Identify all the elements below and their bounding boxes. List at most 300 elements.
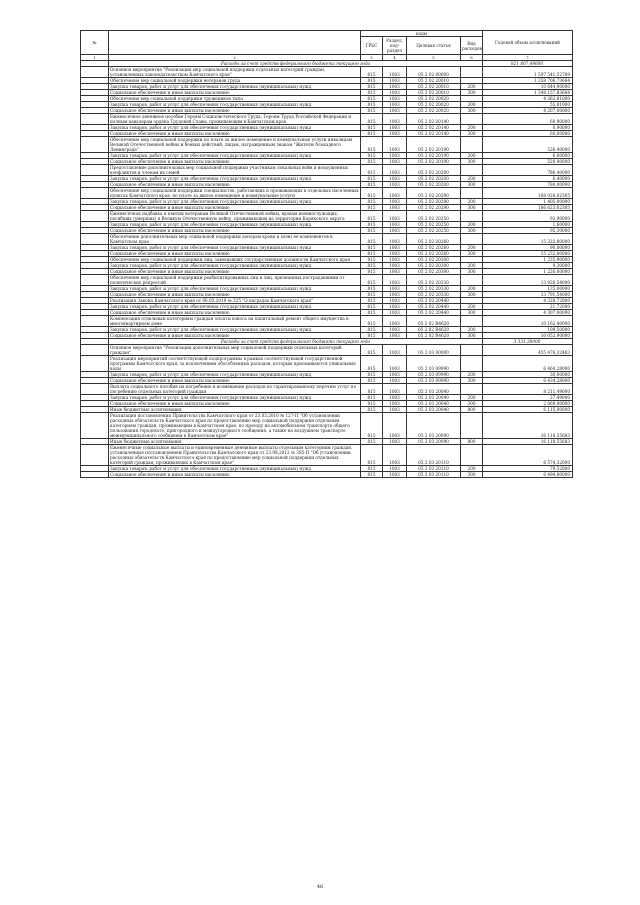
cell-name: Закупка товаров, работ и услуг для обеспечения государственных (муниципальных) нужд (109, 102, 361, 108)
cell-cs: 05 2 02 20290 (407, 188, 461, 199)
cell-vr: 200 (461, 102, 483, 108)
cell-cs: 05 2 02 20300 (407, 269, 461, 275)
cell-razdel: 1003 (383, 384, 407, 395)
cell-sum: 786,40000 (483, 165, 573, 176)
cell-razdel: 1003 (383, 222, 407, 228)
cell-name: Социальное обеспечение и иные выплаты населению (109, 333, 361, 339)
cell-name: Социальное обеспечение и иные выплаты населению (109, 108, 361, 114)
cell-cs: 05 2 02 R4620 (407, 333, 461, 339)
cell-cs: 05 2 02 20250 (407, 211, 461, 222)
cell-cs: 05 2 03 20040 (407, 384, 461, 395)
cell-name: Социальное обеспечение и иные выплаты населению (109, 251, 361, 257)
cell-vr: 200 (461, 304, 483, 310)
cell-name: Закупка товаров, работ и услуг для обеспечения государственных (муниципальных) нужд (109, 176, 361, 182)
cell-cs: 05 2 02 20250 (407, 228, 461, 234)
cell-sum: 186 623,02305 (483, 205, 573, 211)
cell-cs: 05 2 02 R4620 (407, 327, 461, 333)
cell-grbs: 815 (361, 96, 383, 102)
cell-razdel: 1003 (383, 234, 407, 245)
cell-no (81, 445, 109, 466)
cell-sum: 821 807,49600 (483, 61, 573, 67)
cell-sum: 6 494,80000 (483, 472, 573, 478)
cell-razdel: 1003 (383, 345, 407, 356)
cell-vr: 300 (461, 401, 483, 407)
cell-cs: 05 2 02 20200 (407, 182, 461, 188)
cell-sum: 16 118,55683 (483, 439, 573, 445)
cell-grbs: 815 (361, 395, 383, 401)
cell-name: Реализация мероприятий соответствующей подпрограммы в рамках соответствующей государственной программы Камчатского края, за исключением обособленных расходов, которым присваиваются уникальные коды (109, 356, 361, 372)
cell-name: Социальное обеспечение и иные выплаты населению (109, 228, 361, 234)
cell-name: Социальное обеспечение и иные выплаты населению (109, 269, 361, 275)
cell-name: Закупка товаров, работ и услуг для обеспечения государственных (муниципальных) нужд (109, 199, 361, 205)
cell-name: Социальное обеспечение и иные выплаты населению (109, 205, 361, 211)
cell-sum: 21,72000 (483, 304, 573, 310)
cell-razdel: 1003 (383, 114, 407, 125)
cell-razdel: 1003 (383, 310, 407, 316)
cell-sum: 1 405,00000 (483, 199, 573, 205)
cell-vr: 200 (461, 199, 483, 205)
cell-no (81, 234, 109, 245)
cell-name: Обеспечение мер социальной поддержки лиц, замещавших государственные должности Камчатского края (109, 257, 361, 263)
cell-grbs: 815 (361, 472, 383, 478)
cell-vr: 300 (461, 472, 483, 478)
cell-grbs: 815 (361, 286, 383, 292)
cell-name: Закупка товаров, работ и услуг для обеспечения государственных (муниципальных) нужд (109, 304, 361, 310)
cell-name: Социальное обеспечение и иные выплаты населению (109, 159, 361, 165)
cell-grbs: 815 (361, 401, 383, 407)
cell-vr (461, 445, 483, 466)
cell-cs: 05 2 02 20440 (407, 310, 461, 316)
cell-cs: 05 2 02 20440 (407, 298, 461, 304)
cell-sum: 93,90000 (483, 211, 573, 222)
cell-sum: 1 358 706,73684 (483, 78, 573, 84)
cell-grbs: 815 (361, 292, 383, 298)
cell-vr (461, 356, 483, 372)
cell-sum: 6 464,28000 (483, 356, 573, 372)
cell-vr: 300 (461, 108, 483, 114)
cell-sum: 6 434,28000 (483, 378, 573, 384)
cell-no (81, 316, 109, 327)
cell-cs: 05 2 02 20200 (407, 176, 461, 182)
cell-sum: 1 235,90000 (483, 257, 573, 263)
cell-vr: 300 (461, 159, 483, 165)
cell-vr: 300 (461, 310, 483, 316)
cell-cs: 05 2 03 09990 (407, 378, 461, 384)
cell-cs: 05 2 02 20260 (407, 234, 461, 245)
cell-razdel: 1003 (383, 102, 407, 108)
cell-name: Обеспечение мер социальной поддержки ветеранов труда (109, 78, 361, 84)
index-cell: 2 (109, 55, 361, 61)
cell-vr (461, 275, 483, 286)
cell-razdel: 1003 (383, 263, 407, 269)
cell-razdel: 1003 (383, 472, 407, 478)
cell-name: Социальное обеспечение и иные выплаты населению (109, 310, 361, 316)
cell-razdel: 1003 (383, 137, 407, 153)
cell-sum: 79,52000 (483, 466, 573, 472)
cell-vr (461, 384, 483, 395)
cell-razdel: 1003 (383, 84, 407, 90)
cell-vr: 200 (461, 245, 483, 251)
cell-razdel: 1003 (383, 286, 407, 292)
cell-name: Обеспечение дополнительных мер социальной поддержки донорам крови и (или) ее компонентов в Камчатском крае (109, 234, 361, 245)
cell-no (81, 114, 109, 125)
cell-vr: 800 (461, 407, 483, 413)
cell-name: Социальное обеспечение и иные выплаты населению (109, 90, 361, 96)
cell-grbs: 815 (361, 245, 383, 251)
cell-sum: 6,40000 (483, 176, 573, 182)
cell-sum: 15 322,80000 (483, 234, 573, 245)
cell-vr: 300 (461, 205, 483, 211)
cell-sum: 6 115,00000 (483, 407, 573, 413)
cell-cs: 05 2 02 20020 (407, 96, 461, 102)
cell-sum: 1 348 157,83684 (483, 90, 573, 96)
cell-sum: 4 307,00000 (483, 310, 573, 316)
cell-cs: 05 2 02 20290 (407, 205, 461, 211)
cell-no (81, 165, 109, 176)
cell-razdel: 1003 (383, 298, 407, 304)
cell-grbs: 815 (361, 228, 383, 234)
cell-grbs: 815 (361, 333, 383, 339)
cell-cs: 05 2 02 20010 (407, 84, 461, 90)
cell-cs: 05 2 03 20040 (407, 407, 461, 413)
cell-grbs: 815 (361, 407, 383, 413)
cell-name: Закупка товаров, работ и услуг для обеспечения государственных (муниципальных) нужд (109, 153, 361, 159)
cell-razdel: 1003 (383, 188, 407, 199)
cell-grbs: 815 (361, 159, 383, 165)
cell-grbs: 815 (361, 131, 383, 137)
cell-cs: 05 2 02 20330 (407, 292, 461, 298)
cell-vr (461, 188, 483, 199)
cell-name: Выплата социального пособия на погребение и возмещение расходов по гарантированному перечню услуг по погребению отдельных категорий граждан (109, 384, 361, 395)
cell-name: Закупка товаров, работ и услуг для обеспечения государственных (муниципальных) нужд (109, 395, 361, 401)
table-body (81, 61, 573, 478)
cell-razdel: 1003 (383, 439, 407, 445)
cell-razdel: 1003 (383, 228, 407, 234)
cell-grbs: 815 (361, 188, 383, 199)
cell-name: Обеспечение мер социальной поддержки реабилитированных лиц и лиц, признанных пострадавшими от политических репрессий (109, 275, 361, 286)
cell-cs: 05 2 02 20190 (407, 159, 461, 165)
cell-cs: 05 2 02 20440 (407, 304, 461, 310)
cell-name: Обеспечение мер социальной поддержки специалистов, работающих и проживающих в отдельных населенных пунктах Камчатского края, по плате за жилое помещение и коммунальные услуги (110, 188, 359, 198)
document-page (80, 30, 572, 478)
table-row (81, 137, 573, 153)
cell-sum: 10 052,90000 (483, 333, 573, 339)
cell-cs: 05 2 02 20260 (407, 245, 461, 251)
cell-vr: 200 (461, 327, 483, 333)
cell-vr: 200 (461, 466, 483, 472)
cell-cs: 05 2 02 20140 (407, 125, 461, 131)
cell-vr: 300 (461, 228, 483, 234)
cell-grbs: 815 (361, 67, 383, 78)
table-row (81, 234, 573, 245)
cell-vr (461, 67, 483, 78)
cell-sum: 188 028,02305 (483, 188, 573, 199)
cell-name: Реализация Закона Камчатского края от 06.05.2019 № 325 "О наградах Камчатского края" (109, 298, 361, 304)
cell-sum: 13 791,54000 (483, 292, 573, 298)
cell-grbs: 815 (361, 234, 383, 245)
cell-sum: 13 926,54000 (483, 275, 573, 286)
cell-grbs: 815 (361, 176, 383, 182)
cell-cs: 05 2 03 20110 (407, 472, 461, 478)
cell-razdel: 1003 (383, 269, 407, 275)
cell-razdel: 1003 (383, 413, 407, 439)
header-no: № (81, 31, 109, 55)
cell-cs: 05 2 02 20300 (407, 257, 461, 263)
cell-sum: 16 118,55683 (483, 413, 573, 439)
index-cell: 6 (461, 55, 483, 61)
cell-grbs: 815 (361, 199, 383, 205)
cell-name: Закупка товаров, работ и услуг для обеспечения государственных (муниципальных) нужд (109, 125, 361, 131)
cell-vr: 200 (461, 125, 483, 131)
cell-grbs: 815 (361, 90, 383, 96)
cell-vr: 300 (461, 292, 483, 298)
cell-sum: 0,90000 (483, 125, 573, 131)
cell-razdel: 1003 (383, 131, 407, 137)
cell-sum: 8 211,49000 (483, 384, 573, 395)
cell-razdel: 1003 (383, 304, 407, 310)
table-row (81, 188, 573, 199)
cell-sum: 90,00000 (483, 245, 573, 251)
cell-vr: 200 (461, 84, 483, 90)
cell-vr (461, 137, 483, 153)
cell-vr: 200 (461, 263, 483, 269)
cell-grbs: 815 (361, 356, 383, 372)
cell-grbs: 815 (361, 345, 383, 356)
cell-vr: 200 (461, 153, 483, 159)
cell-no (81, 472, 109, 478)
cell-sum: 4 262,81000 (483, 96, 573, 102)
cell-cs: 05 2 02 20250 (407, 222, 461, 228)
cell-cs: 05 2 02 20010 (407, 90, 461, 96)
cell-razdel: 1003 (383, 257, 407, 263)
cell-razdel: 1003 (383, 466, 407, 472)
cell-grbs: 815 (361, 269, 383, 275)
cell-grbs: 815 (361, 251, 383, 257)
section-title: Расходы за счет средств федерального бюджета текущего года (109, 61, 483, 67)
cell-cs: 05 2 02 20020 (407, 102, 461, 108)
cell-cs: 05 2 02 20200 (407, 165, 461, 176)
index-cell: 7 (483, 55, 573, 61)
cell-vr: 200 (461, 395, 483, 401)
cell-razdel: 1003 (383, 159, 407, 165)
cell-razdel: 1003 (383, 125, 407, 131)
cell-cs: 05 2 03 20040 (407, 395, 461, 401)
cell-name: Социальное обеспечение и иные выплаты населению (109, 401, 361, 407)
index-cell: 5 (407, 55, 461, 61)
table-row (81, 356, 573, 372)
cell-sum: 3 331,30000 (483, 339, 573, 345)
cell-vr: 300 (461, 131, 483, 137)
cell-name: Закупка товаров, работ и услуг для обеспечения государственных (муниципальных) нужд (109, 263, 361, 269)
table-row (81, 413, 573, 439)
table-row (81, 165, 573, 176)
cell-sum: 9,30000 (483, 263, 573, 269)
cell-sum: 109,50000 (483, 327, 573, 333)
index-cell: 3 (361, 55, 383, 61)
cell-razdel: 1003 (383, 211, 407, 222)
cell-vr: 300 (461, 90, 483, 96)
cell-sum: 15 232,80000 (483, 251, 573, 257)
cell-grbs: 815 (361, 153, 383, 159)
table-row (81, 472, 573, 478)
cell-cs: 05 2 02 20190 (407, 153, 461, 159)
cell-name: Иные бюджетные ассигнования (109, 439, 361, 445)
header-cs: Целевая статья (407, 37, 461, 55)
cell-name: Социальное обеспечение и иные выплаты населению (109, 292, 361, 298)
cell-cs: 05 2 03 00000 (407, 345, 461, 356)
index-cell: 4 (383, 55, 407, 61)
cell-name: Иные бюджетные ассигнования (109, 407, 361, 413)
cell-cs: 05 2 02 20330 (407, 286, 461, 292)
cell-no (81, 413, 109, 439)
cell-sum: 6 574,32000 (483, 445, 573, 466)
header-grbs: ГРБС (361, 37, 383, 55)
table-row (81, 445, 573, 466)
cell-vr (461, 345, 483, 356)
cell-sum: 55,81000 (483, 102, 573, 108)
cell-razdel: 1003 (383, 316, 407, 327)
cell-grbs: 815 (361, 327, 383, 333)
cell-vr: 200 (461, 372, 483, 378)
cell-sum: 6,00000 (483, 153, 573, 159)
cell-no (81, 356, 109, 372)
cell-name: Основное мероприятие "Реализация дополнительных мер социальной поддержки отдельных категорий граждан" (109, 345, 361, 356)
cell-cs: 05 2 02 R4620 (407, 316, 461, 327)
cell-name: Закупка товаров, работ и услуг для обеспечения государственных (муниципальных) нужд (109, 327, 361, 333)
cell-razdel: 1003 (383, 356, 407, 372)
cell-sum: 27,49000 (483, 395, 573, 401)
table-row (81, 211, 573, 222)
header-sum: Годовой объем ассигнований (483, 31, 573, 55)
cell-razdel: 1003 (383, 182, 407, 188)
cell-razdel: 1003 (383, 67, 407, 78)
header-vr: Вид расходов (461, 37, 483, 55)
header-razdel: Раздел, под-раздел (383, 37, 407, 55)
cell-razdel: 1003 (383, 327, 407, 333)
cell-vr (461, 316, 483, 327)
table-row (81, 345, 573, 356)
cell-cs: 05 2 02 00000 (407, 67, 461, 78)
cell-cs: 05 2 03 09990 (407, 356, 461, 372)
cell-sum: 780,00000 (483, 182, 573, 188)
cell-name: Закупка товаров, работ и услуг для обеспечения государственных (муниципальных) нужд (109, 84, 361, 90)
cell-razdel: 1003 (383, 292, 407, 298)
cell-razdel: 1003 (383, 378, 407, 384)
cell-sum: 1 597 541,52789 (483, 67, 573, 78)
cell-razdel: 1003 (383, 401, 407, 407)
cell-razdel: 1003 (383, 108, 407, 114)
section-title: Расходы за счет средств федерального бюджета текущего года (109, 339, 483, 345)
cell-name: Основное мероприятие "Реализация мер социальной поддержки отдельных категорий граждан, установленных законодательством Камчатского края" (109, 67, 361, 78)
cell-razdel: 1003 (383, 251, 407, 257)
cell-vr: 300 (461, 182, 483, 188)
cell-name: Предоставление дополнительных мер социальной поддержки участникам локальных войн и вооруженных конфликтов и членам их семей (109, 165, 361, 176)
cell-razdel: 1003 (383, 78, 407, 84)
cell-cs: 05 2 03 20110 (407, 445, 461, 466)
cell-grbs: 815 (361, 125, 383, 131)
header-codes: коды (361, 31, 483, 37)
cell-cs: 05 2 02 20140 (407, 114, 461, 125)
cell-grbs: 815 (361, 275, 383, 286)
cell-grbs: 815 (361, 298, 383, 304)
cell-grbs: 815 (361, 304, 383, 310)
cell-sum: 60,90000 (483, 114, 573, 125)
cell-grbs: 815 (361, 137, 383, 153)
cell-cs: 05 2 02 20010 (407, 78, 461, 84)
cell-vr: 300 (461, 378, 483, 384)
cell-grbs: 815 (361, 372, 383, 378)
cell-cs: 05 2 03 20090 (407, 413, 461, 439)
cell-razdel: 1003 (383, 333, 407, 339)
cell-grbs: 815 (361, 384, 383, 395)
cell-vr: 200 (461, 222, 483, 228)
cell-razdel: 1003 (383, 395, 407, 401)
cell-sum: 60,00000 (483, 131, 573, 137)
cell-name: Закупка товаров, работ и услуг для обеспечения государственных (муниципальных) нужд (109, 466, 361, 472)
cell-cs: 05 2 03 20110 (407, 466, 461, 472)
cell-sum: 520,40000 (483, 159, 573, 165)
cell-name: Ежемесячная надбавка к пенсии ветеранам Великой Отечественной войны, вдовам военнослужащих, погибших (умерших) в Великую Отечественную войну, проживающим на территории Корякского округа (109, 211, 361, 222)
cell-razdel: 1003 (383, 176, 407, 182)
cell-no (81, 211, 109, 222)
cell-grbs: 815 (361, 205, 383, 211)
cell-grbs: 815 (361, 310, 383, 316)
header-name (109, 31, 361, 55)
cell-vr (461, 413, 483, 439)
table-row (81, 114, 573, 125)
cell-razdel: 1003 (383, 275, 407, 286)
cell-vr: 800 (461, 439, 483, 445)
cell-no (81, 275, 109, 286)
cell-grbs: 815 (361, 445, 383, 466)
cell-grbs: 815 (361, 439, 383, 445)
cell-cs: 05 2 02 20290 (407, 199, 461, 205)
cell-name: Закупка товаров, работ и услуг для обеспечения государственных (муниципальных) нужд (109, 286, 361, 292)
cell-cs: 05 2 02 20260 (407, 251, 461, 257)
cell-name: Социальное обеспечение и иные выплаты населению (109, 378, 361, 384)
cell-name: Обеспечение мер социальной поддержки по плате за жилое помещение и коммунальные услуги инвалидам Великой Отечественной войны и боевых действий, лицам, награжденным знаком "Жителю блокадного Ленинграда" (109, 137, 361, 153)
cell-grbs: 815 (361, 165, 383, 176)
cell-cs: 05 2 02 20020 (407, 108, 461, 114)
cell-no (81, 67, 109, 78)
cell-vr: 300 (461, 251, 483, 257)
cell-sum: 4 207,00000 (483, 108, 573, 114)
cell-sum: 30,00000 (483, 372, 573, 378)
cell-sum: 4 328,72000 (483, 298, 573, 304)
cell-name: Реализация постановления Правительства Камчатского края от 23.03.2010 № 127-П "Об установлении расходных обязательств Камчатского края по предоставлению мер социальной поддержки отдельным категориям граждан, проживающим в Камчатском крае, по проезду на автомобильном транспорте общего пользования городского, пригородного и междугородного сообщения, а также на воздушном транспорте межмуниципального сообщения в Камчатском крае" (109, 413, 361, 439)
cell-name: Закупка товаров, работ и услуг для обеспечения государственных (муниципальных) нужд (109, 222, 361, 228)
cell-grbs: 815 (361, 78, 383, 84)
index-cell: 1 (81, 55, 109, 61)
cell-sum: 135,00000 (483, 286, 573, 292)
cell-grbs: 815 (361, 108, 383, 114)
table-row (81, 384, 573, 395)
cell-grbs: 815 (361, 263, 383, 269)
table-row (81, 67, 573, 78)
cell-cs: 05 2 03 20090 (407, 439, 461, 445)
cell-grbs: 815 (361, 102, 383, 108)
cell-vr: 200 (461, 176, 483, 182)
cell-razdel: 1003 (383, 199, 407, 205)
cell-sum: 10 644,90000 (483, 84, 573, 90)
cell-vr (461, 165, 483, 176)
cell-razdel: 1003 (383, 96, 407, 102)
table-row (81, 275, 573, 286)
cell-vr: 300 (461, 333, 483, 339)
cell-razdel: 1003 (383, 90, 407, 96)
page-number: 46 (316, 884, 324, 890)
cell-cs: 05 2 02 20190 (407, 137, 461, 153)
